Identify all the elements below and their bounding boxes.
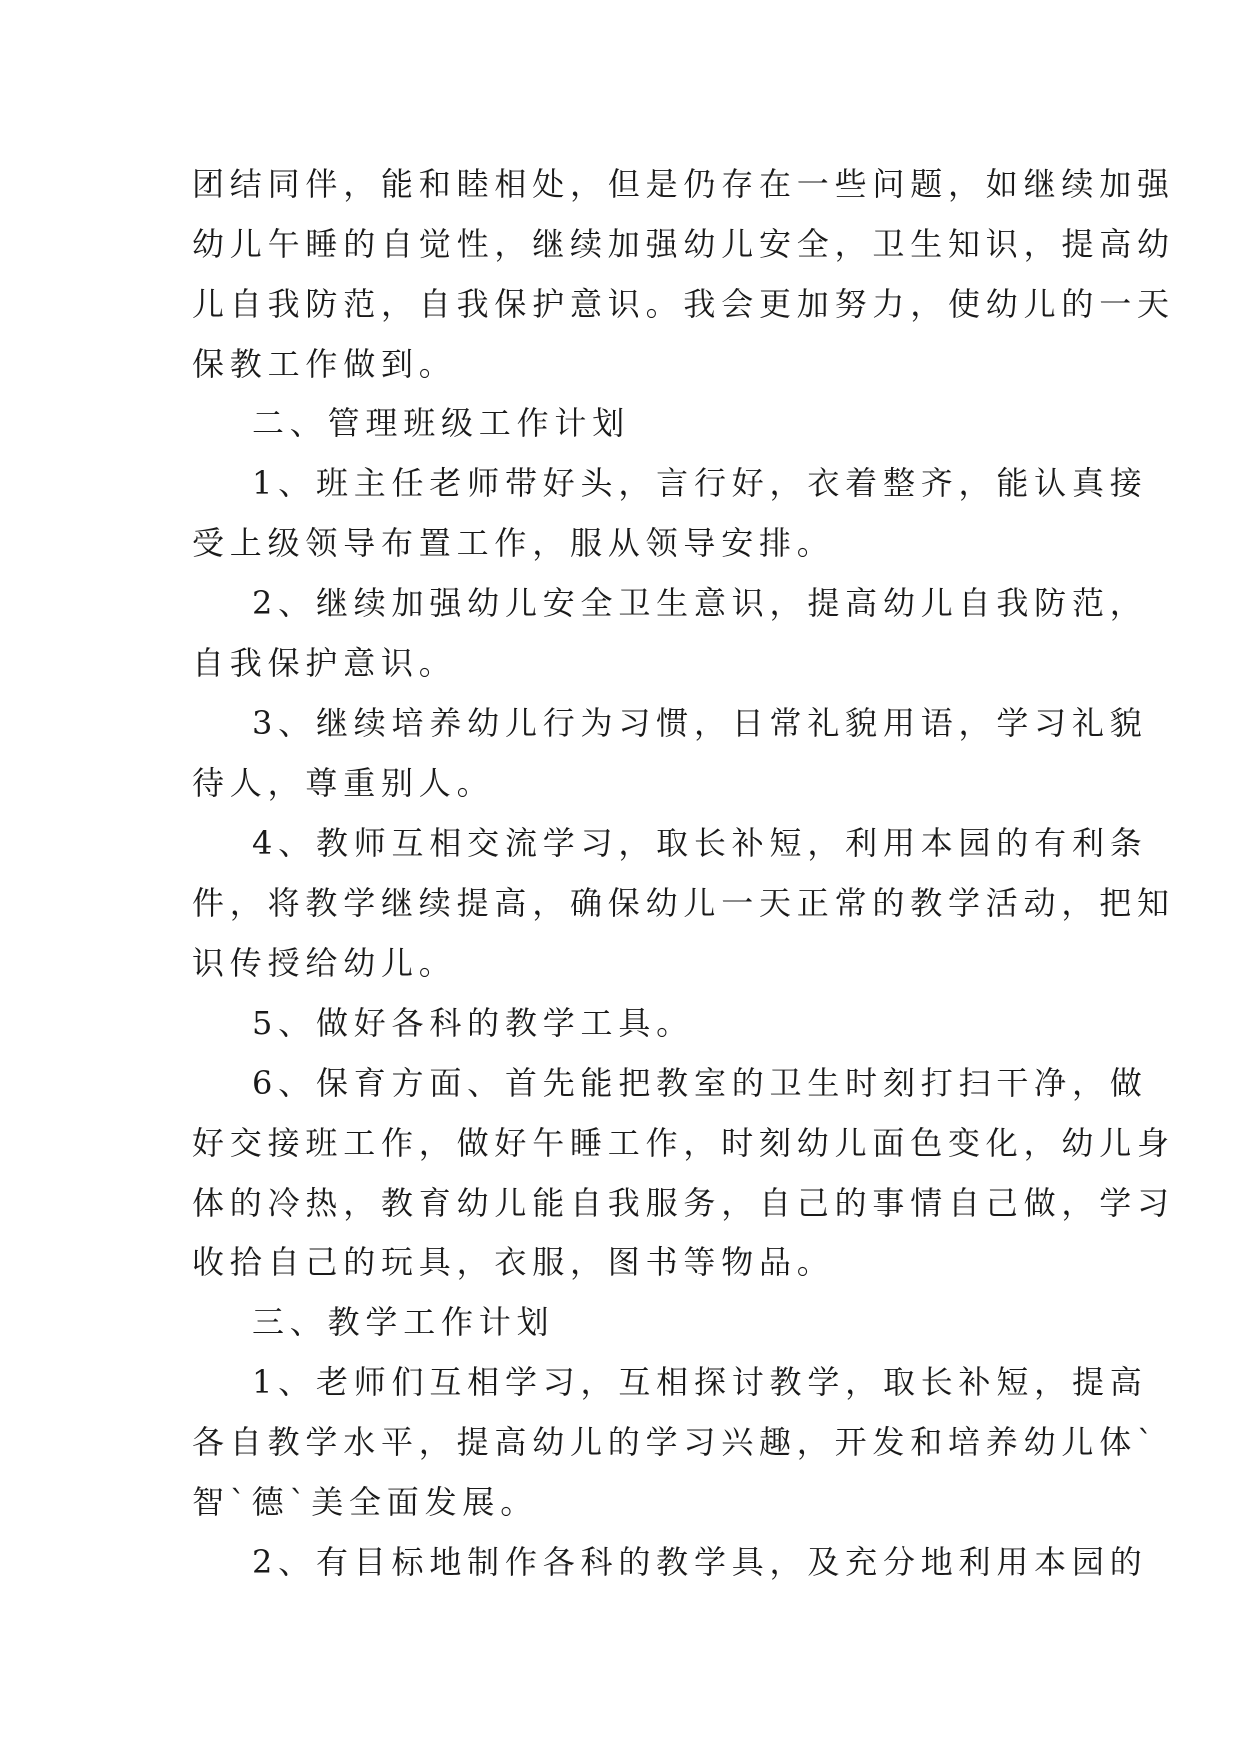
text-line: 各自教学水平，提高幼儿的学习兴趣，开发和培养幼儿体` — [192, 1423, 1159, 1461]
text-line: 4、教师互相交流学习，取长补短，利用本园的有利条 — [252, 824, 1148, 862]
text-line: 保教工作做到。 — [192, 345, 457, 383]
text-line: 2、继续加强幼儿安全卫生意识，提高幼儿自我防范， — [252, 584, 1148, 622]
text-line: 识传授给幼儿。 — [192, 944, 457, 982]
text-line: 好交接班工作，做好午睡工作，时刻幼儿面色变化，幼儿身 — [192, 1124, 1175, 1162]
text-line: 3、继续培养幼儿行为习惯，日常礼貌用语，学习礼貌 — [252, 704, 1148, 742]
text-line: 团结同伴，能和睦相处，但是仍存在一些问题，如继续加强 — [192, 165, 1175, 203]
text-line: 收拾自己的玩具，衣服，图书等物品。 — [192, 1243, 835, 1281]
text-line: 幼儿午睡的自觉性，继续加强幼儿安全，卫生知识，提高幼 — [192, 225, 1175, 263]
text-line: 2、有目标地制作各科的教学具，及充分地利用本园的 — [252, 1543, 1148, 1581]
text-line: 1、老师们互相学习，互相探讨教学，取长补短，提高 — [252, 1363, 1148, 1401]
text-line: 待人，尊重别人。 — [192, 764, 495, 802]
text-line: 5、做好各科的教学工具。 — [252, 1004, 694, 1042]
text-line: 儿自我防范，自我保护意识。我会更加努力，使幼儿的一天 — [192, 285, 1175, 323]
text-line: 件，将教学继续提高，确保幼儿一天正常的教学活动，把知 — [192, 884, 1175, 922]
section-heading: 二、管理班级工作计划 — [252, 404, 631, 442]
text-line: 智`德`美全面发展。 — [192, 1483, 539, 1521]
text-line: 体的冷热，教育幼儿能自我服务，自己的事情自己做，学习 — [192, 1184, 1175, 1222]
text-line: 受上级领导布置工作，服从领导安排。 — [192, 524, 835, 562]
text-line: 6、保育方面、首先能把教室的卫生时刻打扫干净，做 — [252, 1064, 1148, 1102]
text-line: 自我保护意识。 — [192, 644, 457, 682]
text-line: 1、班主任老师带好头，言行好，衣着整齐，能认真接 — [252, 464, 1148, 502]
section-heading: 三、教学工作计划 — [252, 1303, 555, 1341]
